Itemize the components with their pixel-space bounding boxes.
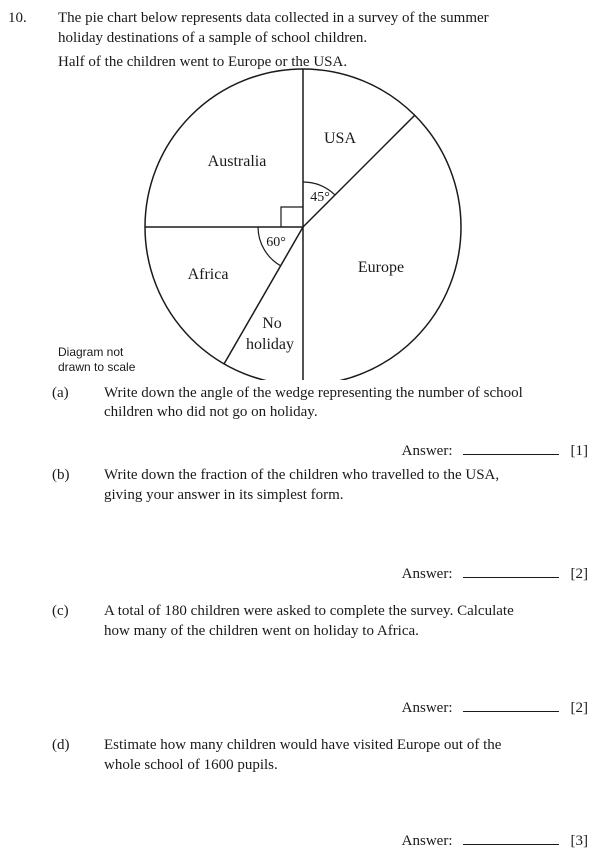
diagram-note-line-2: drawn to scale xyxy=(58,360,136,374)
angle-label-45: 45° xyxy=(310,190,330,205)
part-d-line-1: Estimate how many children would have visited Europe out of the xyxy=(104,737,502,753)
part-b-line-2: giving your answer in its simplest form. xyxy=(104,487,344,503)
part-b-answer-label: Answer: xyxy=(401,566,453,582)
part-a-line-2: children who did not go on holiday. xyxy=(104,404,318,420)
diagram-note-line-1: Diagram not xyxy=(58,345,124,359)
slice-label-africa: Africa xyxy=(187,266,229,283)
part-b-line-1: Write down the fraction of the children who travelled to the USA, xyxy=(104,467,500,483)
intro-line-3: Half of the children went to Europe or the USA. xyxy=(58,54,348,70)
part-d-marks: [3] xyxy=(570,833,588,849)
intro-line-2: holiday destinations of a sample of school children. xyxy=(58,30,368,46)
angle-label-60: 60° xyxy=(266,235,286,250)
radius-usa-europe xyxy=(303,115,415,227)
slice-label-usa: USA xyxy=(323,130,357,147)
part-a-label: (a) xyxy=(52,385,69,401)
part-a-answer-label: Answer: xyxy=(401,443,453,459)
part-d-answer-row xyxy=(402,830,588,850)
slice-label-no-holiday-line1: No xyxy=(262,315,282,332)
slice-label-europe: Europe xyxy=(357,259,405,276)
part-c-answer-field[interactable] xyxy=(463,697,559,712)
part-b-label: (b) xyxy=(52,467,70,483)
part-b-marks: [2] xyxy=(570,566,588,582)
part-c-label: (c) xyxy=(52,603,69,619)
part-d-label: (d) xyxy=(52,737,70,753)
slice-label-australia: Australia xyxy=(207,153,267,170)
right-angle-marker xyxy=(281,207,303,227)
slice-label-no-holiday-line2: holiday xyxy=(246,336,294,353)
part-d-line-2: whole school of 1600 pupils. xyxy=(104,757,278,773)
part-a-answer-row xyxy=(402,440,588,460)
part-c-line-1: A total of 180 children were asked to complete the survey. Calculate xyxy=(104,603,514,619)
part-d-answer-label: Answer: xyxy=(401,833,453,849)
question-number: 10. xyxy=(8,10,27,26)
part-c-line-2: how many of the children went on holiday to Africa. xyxy=(104,623,419,639)
part-c-answer-label: Answer: xyxy=(401,700,453,716)
part-a-line-1: Write down the angle of the wedge representing the number of school xyxy=(104,385,523,401)
part-b-answer-row xyxy=(402,563,588,583)
part-c-answer-row xyxy=(402,697,588,717)
part-c-marks: [2] xyxy=(570,700,588,716)
part-d-answer-field[interactable] xyxy=(463,830,559,845)
part-a-answer-field[interactable] xyxy=(463,440,559,455)
intro-line-1: The pie chart below represents data collected in a survey of the summer xyxy=(58,10,489,26)
part-b-answer-field[interactable] xyxy=(463,563,559,578)
pie-chart xyxy=(0,0,598,380)
part-a-marks: [1] xyxy=(570,443,588,459)
